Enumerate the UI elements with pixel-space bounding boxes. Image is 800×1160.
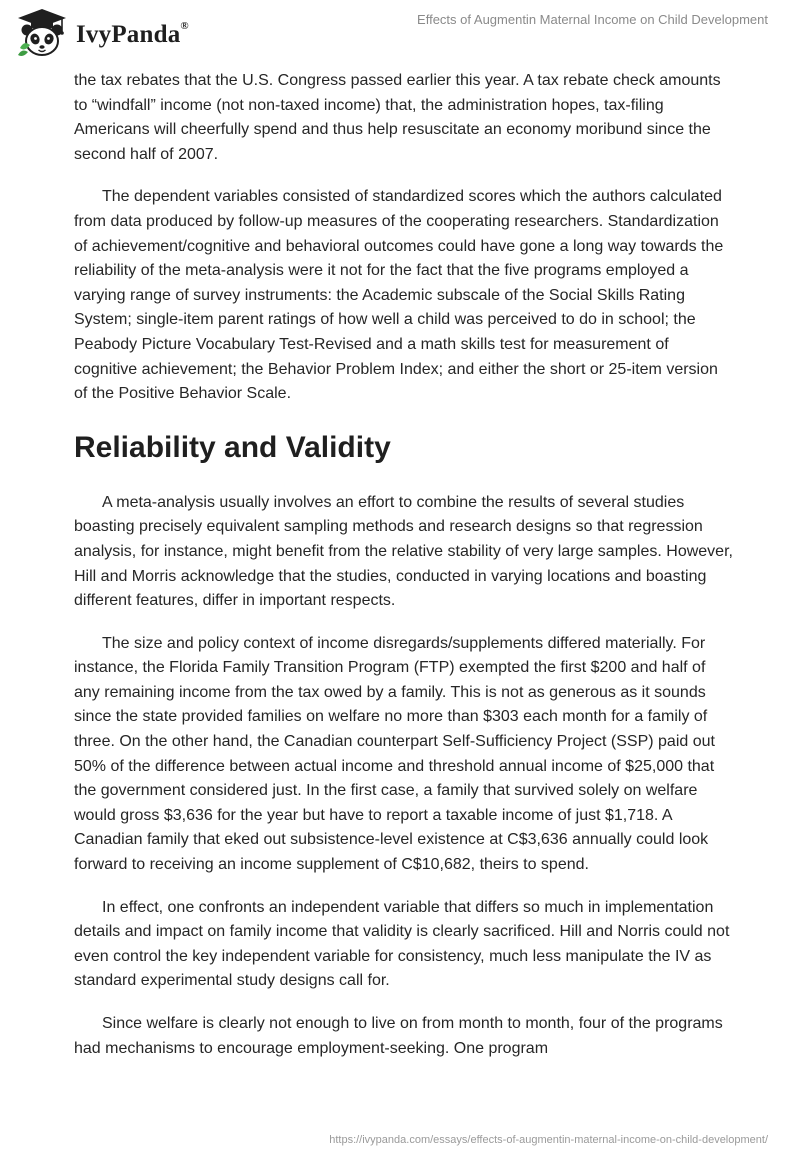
paragraph-2: The dependent variables consisted of standardized scores which the authors calculated from data produced by follow-up measures of the cooperating researchers. Standardization of achievement/cognitive and behavioral outcomes could have gone a long way towards the reliability of the meta-analysis were it not for the fact that the five programs employed a varying range of survey instruments: the Academic subscale of the Social Skills Rating System; single-item parent ratings of how well a child was perceived to do in school; the Peabody Picture Vocabulary Test-Revised and a math skills test for measurement of cognitive achievement; the Behavior Problem Index; and either the short or 25-item version of the Positive Behavior Scale.	[74, 188, 724, 403]
paragraph-3: A meta-analysis usually involves an effort to combine the results of several studies boasting precisely equivalent sampling methods and research designs so that regression analysis, for instance, might benefit from the relative stability of very large samples. However, Hill and Morris acknowledge that the studies, conducted in varying locations and boasting different features, differ in important respects.	[74, 493, 733, 610]
essay-body	[74, 69, 734, 1079]
brand-name: IvyPanda®	[76, 19, 189, 48]
source-url-link[interactable]: https://ivypanda.com/essays/effects-of-augmentin-maternal-income-on-child-development/	[329, 1134, 768, 1146]
paragraph-6: Since welfare is clearly not enough to live on from month to month, four of the programs had mechanisms to encourage employment-seeking. One program	[74, 1015, 723, 1057]
panda-graduate-icon	[14, 8, 70, 58]
document-title: Effects of Augmentin Maternal Income on Child Development	[417, 12, 768, 27]
paragraph-1: the tax rebates that the U.S. Congress passed earlier this year. A tax rebate check amounts to “windfall” income (not non-taxed income) that, the administration hopes, tax-filing Americans will cheerfully spend and thus help resuscitate an economy moribund since the second half of 2007.	[74, 72, 721, 163]
ivypanda-logo[interactable]	[14, 8, 189, 58]
paragraph-4: The size and policy context of income disregards/supplements differed materially. For instance, the Florida Family Transition Program (FTP) exempted the first $200 and half of any remaining income from the tax owed by a family. This is not as generous as it sounds since the state provided families on welfare no more than $303 each month for a family of three. On the other hand, the Canadian counterpart Self-Sufficiency Project (SSP) paid out 50% of the difference between actual income and threshold annual income of $25,000 that the government considered just. In the first case, a family that survived solely on welfare would gross $3,636 for the year but have to report a taxable income of just $1,718. A Canadian family that eked out subsistence-level existence at C$3,636 annually could look forward to receiving an income supplement of C$10,682, theirs to spend.	[74, 634, 715, 874]
section-heading: Reliability and Validity	[74, 430, 391, 464]
page-header	[0, 0, 800, 70]
registered-mark: ®	[180, 19, 189, 32]
paragraph-5: In effect, one confronts an independent variable that differs so much in implementation details and impact on family income that validity is clearly sacrificed. Hill and Norris could not even control the key independent variable for consistency, much less manipulate the IV as standard experimental study designs call for.	[74, 898, 730, 990]
